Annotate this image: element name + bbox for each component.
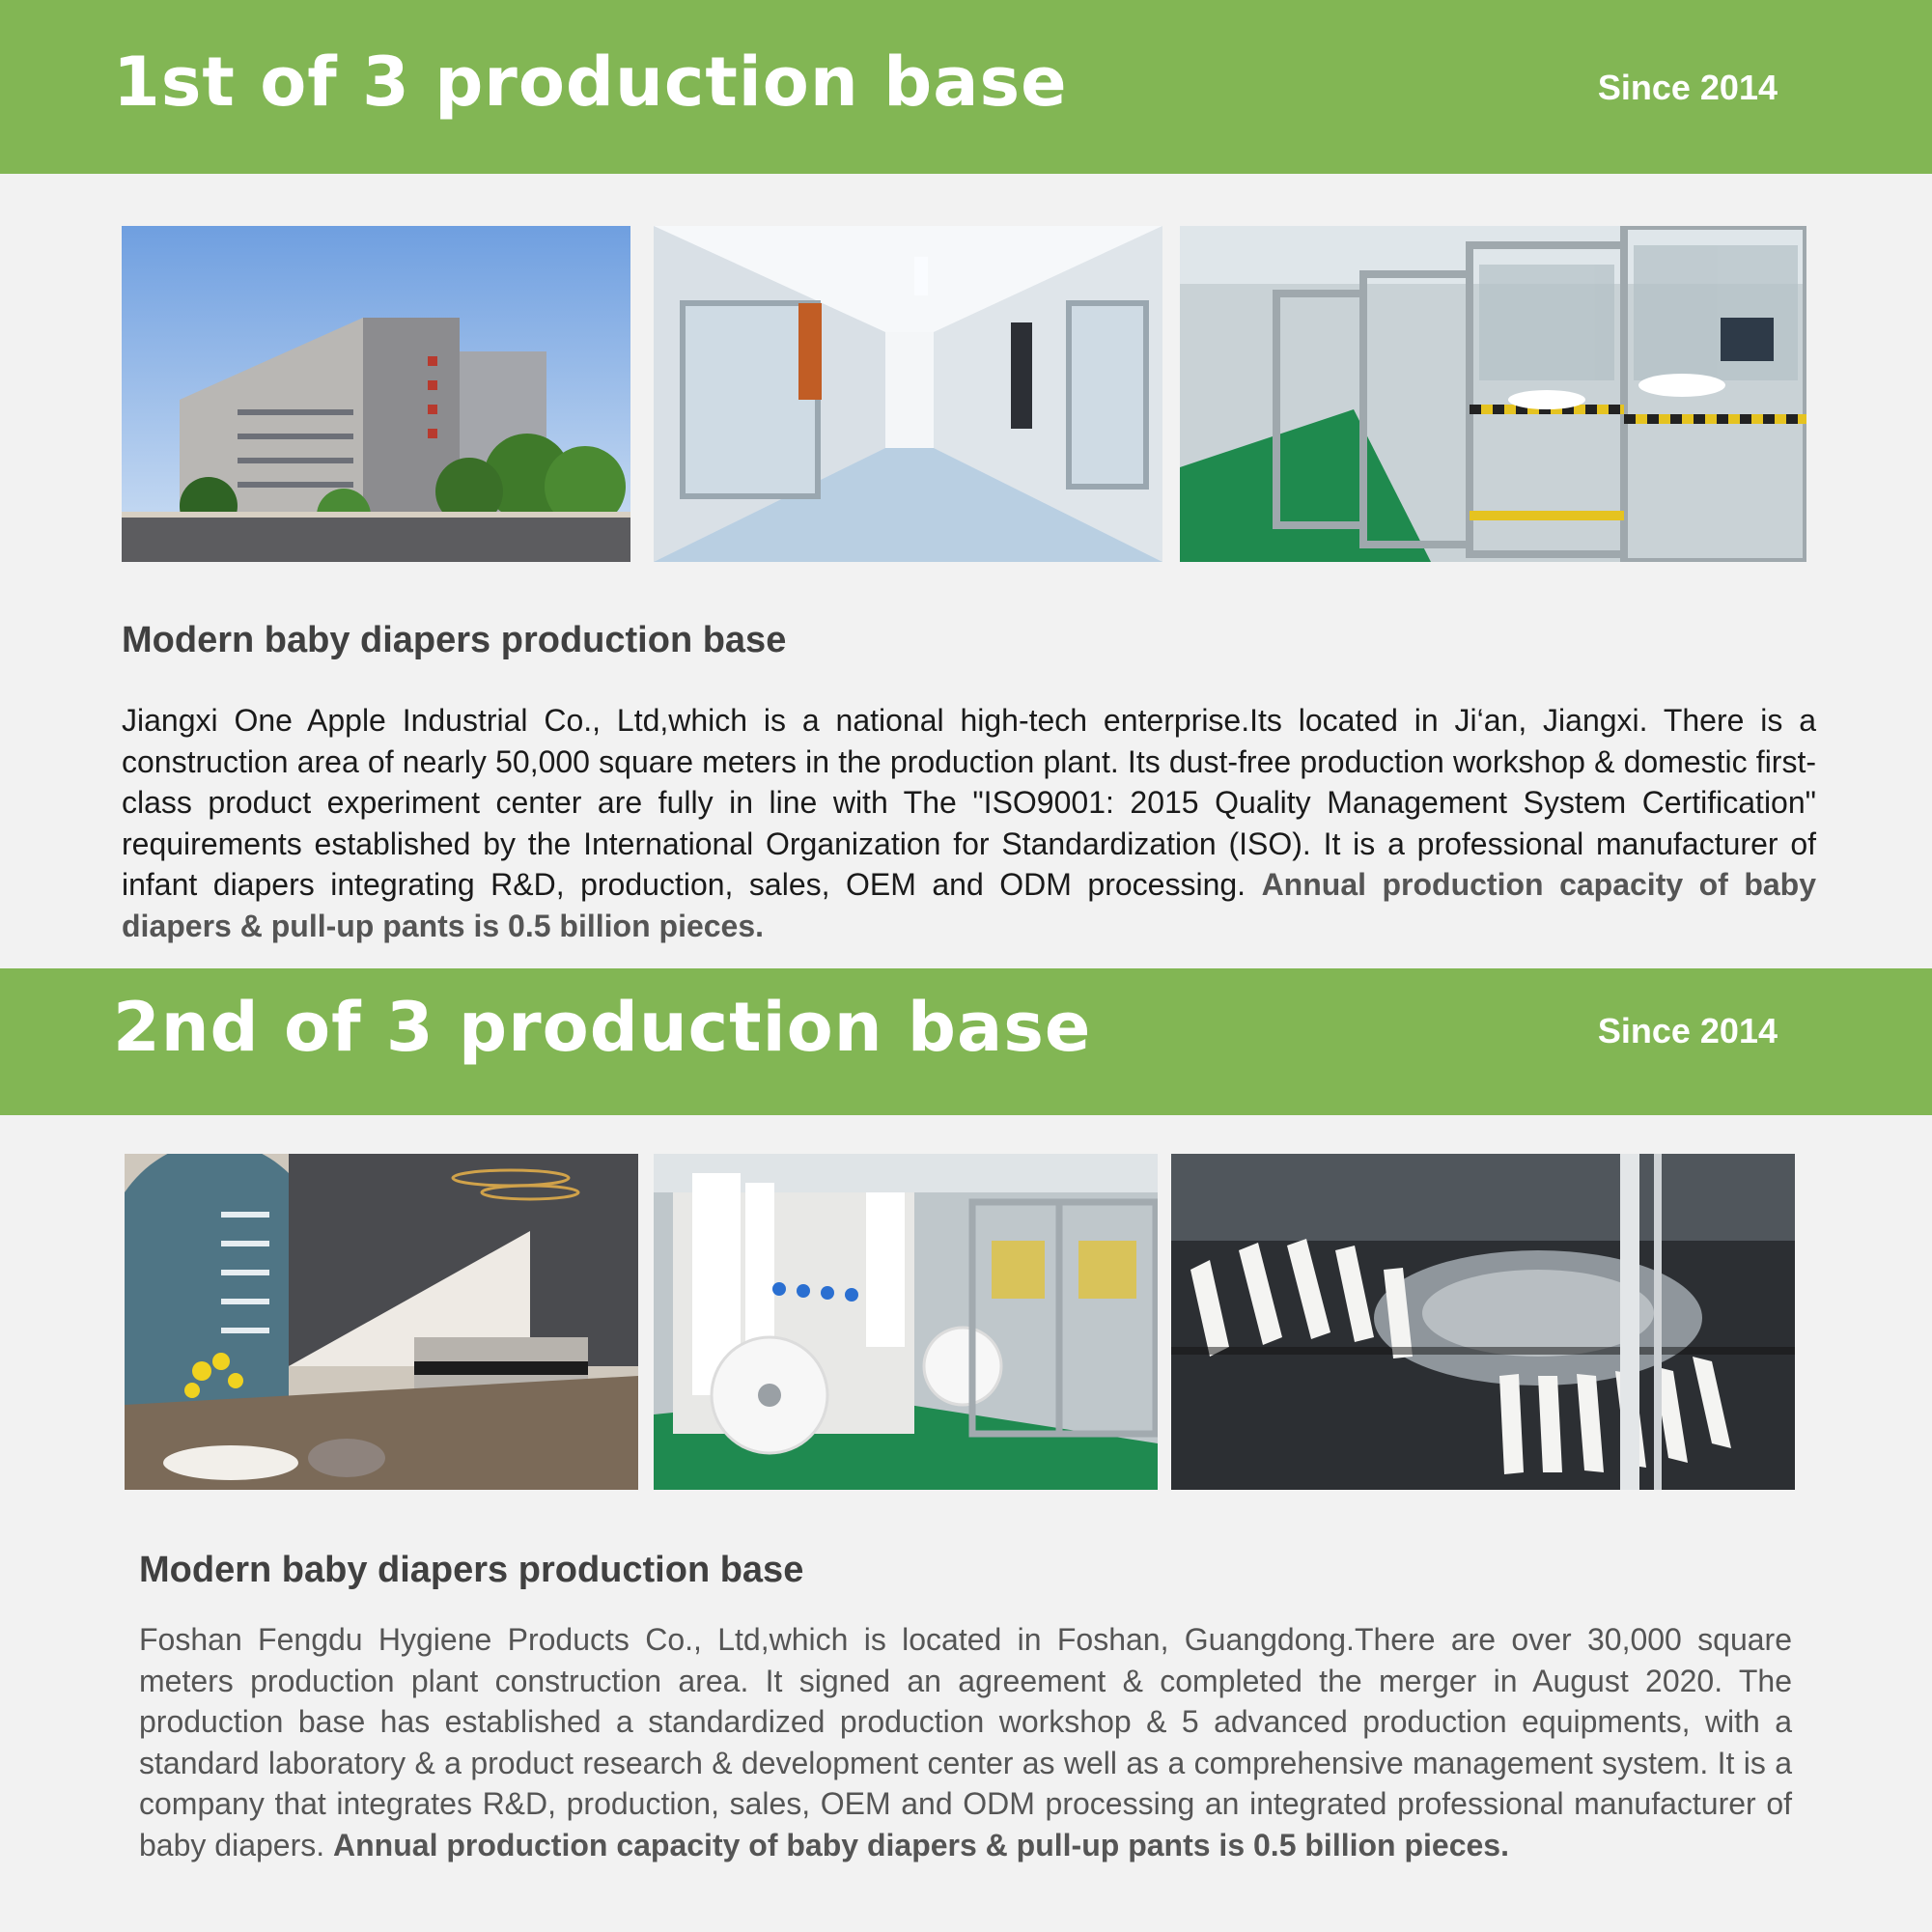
section2-title: 2nd of 3 production base (113, 988, 1092, 1067)
production-line-photo (1180, 226, 1806, 562)
section1-description (122, 700, 1816, 946)
factory-exterior-photo (122, 226, 630, 562)
section1-heading: Modern baby diapers production base (122, 620, 787, 660)
section1-since: Since 2014 (1597, 68, 1778, 107)
section2-description (139, 1619, 1792, 1865)
section1-body: Jiangxi One Apple Industrial Co., Ltd,which is a national high-tech enterprise.Its located in Ji‘an, Jiangxi. There is a construction area of nearly 50,000 square meters in the production plant. Its dust-free production workshop & domestic first-class product experiment center are fully in line with The "ISO9001: 2015 Quality Management System Certification" requirements established by the International Organization for Standardization (ISO). It is a professional manufacturer of infant diapers integrating R&D, production, sales, OEM and ODM processing. (122, 703, 1816, 902)
section1-banner (0, 0, 1932, 174)
reception-lobby-photo (125, 1154, 638, 1490)
section2-capacity: Annual production capacity of baby diapers & pull-up pants is 0.5 billion pieces. (333, 1827, 1509, 1862)
section2-banner (0, 968, 1932, 1115)
section1-title: 1st of 3 production base (113, 42, 1068, 122)
diaper-conveyor-photo (1171, 1154, 1795, 1490)
cleanroom-corridor-photo (654, 226, 1162, 562)
section2-heading: Modern baby diapers production base (139, 1550, 804, 1590)
section2-body: Foshan Fengdu Hygiene Products Co., Ltd,which is located in Foshan, Guangdong.There are over 30,000 square meters production plant construction area. It signed an agreement & completed the merger in August 2020. The production base has established a standardized production workshop & 5 advanced production equipments, with a standard laboratory & a product research & development center as well as a comprehensive management system. It is a company that integrates R&D, production, sales, OEM and ODM processing an integrated professional manufacturer of baby diapers. (139, 1622, 1792, 1862)
section2-since: Since 2014 (1597, 1011, 1778, 1050)
diaper-machine-photo (654, 1154, 1158, 1490)
section1-capacity: Annual production capacity of baby diapers & pull-up pants is 0.5 billion pieces. (122, 867, 1817, 943)
